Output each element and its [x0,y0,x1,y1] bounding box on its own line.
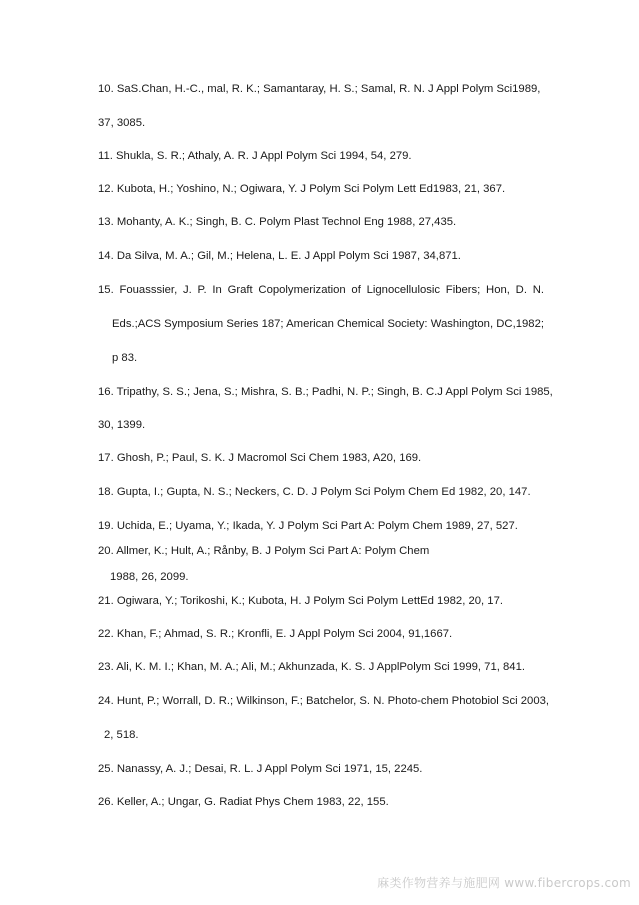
ref-24-line-1: 24. Hunt, P.; Worrall, D. R.; Wilkinson, F.; Batchelor, S. N. Photo-chem Photobiol Sci 2003, [98,695,550,707]
ref-26: 26. Keller, A.; Ungar, G. Radiat Phys Chem 1983, 22, 155. [98,796,389,808]
ref-24-line-2: 2, 518. [104,729,139,741]
ref-13: 13. Mohanty, A. K.; Singh, B. C. Polym Plast Technol Eng 1988, 27,435. [98,216,457,228]
ref-23: 23. Ali, K. M. I.; Khan, M. A.; Ali, M.; Akhunzada, K. S. J ApplPolym Sci 1999, 71, 841. [98,661,525,673]
ref-15-line-1: 15. Fouasssier, J. P. In Graft Copolymerization of Lignocellulosic Fibers; Hon, D. N. [98,284,544,296]
site-watermark: 麻类作物营养与施肥网 www.fibercrops.com [377,876,631,890]
ref-11: 11. Shukla, S. R.; Athaly, A. R. J Appl Polym Sci 1994, 54, 279. [98,150,412,162]
ref-15-line-2: Eds.;ACS Symposium Series 187; American Chemical Society: Washington, DC,1982; [112,318,544,330]
ref-10-line-1: 10. SaS.Chan, H.-C., mal, R. K.; Samantaray, H. S.; Samal, R. N. J Appl Polym Sci1989, [98,83,541,95]
ref-17: 17. Ghosh, P.; Paul, S. K. J Macromol Sci Chem 1983, A20, 169. [98,452,422,464]
ref-25: 25. Nanassy, A. J.; Desai, R. L. J Appl Polym Sci 1971, 15, 2245. [98,763,423,775]
ref-20-line-1: 20. Allmer, K.; Hult, A.; Rånby, B. J Polym Sci Part A: Polym Chem [98,545,430,557]
ref-12: 12. Kubota, H.; Yoshino, N.; Ogiwara, Y. J Polym Sci Polym Lett Ed1983, 21, 367. [98,183,506,195]
ref-19: 19. Uchida, E.; Uyama, Y.; Ikada, Y. J Polym Sci Part A: Polym Chem 1989, 27, 527. [98,520,518,532]
ref-18: 18. Gupta, I.; Gupta, N. S.; Neckers, C. D. J Polym Sci Polym Chem Ed 1982, 20, 147. [98,486,531,498]
ref-16-line-1: 16. Tripathy, S. S.; Jena, S.; Mishra, S. B.; Padhi, N. P.; Singh, B. C.J Appl Polym Sci 1985, [98,386,553,398]
ref-20-line-2: 1988, 26, 2099. [110,571,189,583]
ref-10-line-2: 37, 3085. [98,117,146,129]
ref-16-line-2: 30, 1399. [98,419,146,431]
ref-14: 14. Da Silva, M. A.; Gil, M.; Helena, L. E. J Appl Polym Sci 1987, 34,871. [98,250,461,262]
ref-15-line-3: p 83. [112,352,138,364]
ref-21: 21. Ogiwara, Y.; Torikoshi, K.; Kubota, H. J Polym Sci Polym LettEd 1982, 20, 17. [98,595,504,607]
ref-22: 22. Khan, F.; Ahmad, S. R.; Kronfli, E. J Appl Polym Sci 2004, 91,1667. [98,628,453,640]
